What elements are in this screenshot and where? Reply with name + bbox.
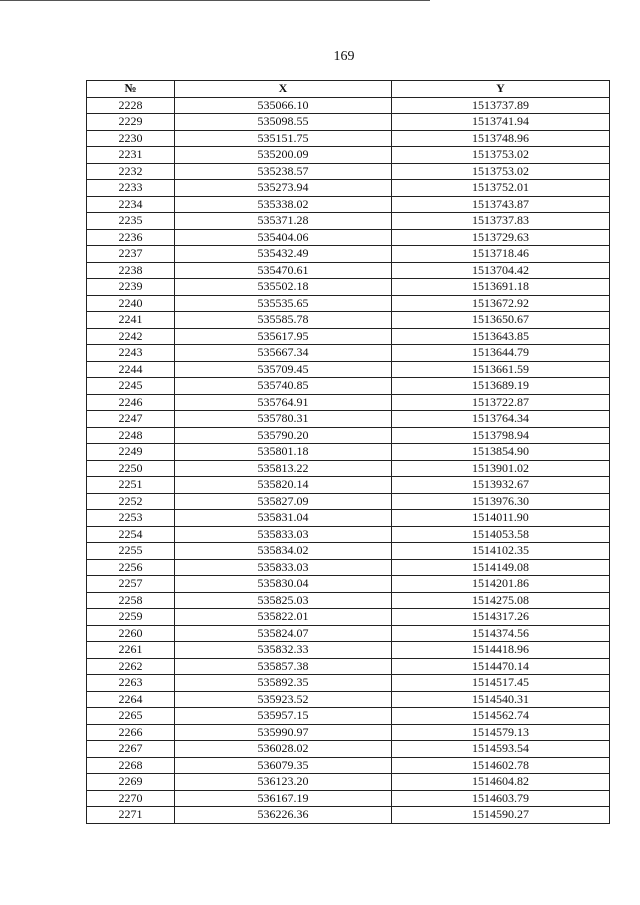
cell-x-coordinate: 536079.35 [175, 757, 392, 774]
top-border-line [0, 0, 430, 1]
cell-y-coordinate: 1513753.02 [392, 147, 610, 164]
table-row [87, 543, 610, 560]
cell-point-number: 2268 [87, 757, 175, 774]
table-row [87, 97, 610, 114]
cell-point-number: 2246 [87, 394, 175, 411]
cell-y-coordinate: 1513704.42 [392, 262, 610, 279]
cell-x-coordinate: 535834.02 [175, 543, 392, 560]
cell-x-coordinate: 535066.10 [175, 97, 392, 114]
column-header-number: № [87, 81, 175, 98]
cell-y-coordinate: 1514590.27 [392, 807, 610, 824]
cell-point-number: 2266 [87, 724, 175, 741]
cell-y-coordinate: 1513729.63 [392, 229, 610, 246]
cell-x-coordinate: 535338.02 [175, 196, 392, 213]
table-row [87, 444, 610, 461]
cell-x-coordinate: 535535.65 [175, 295, 392, 312]
cell-y-coordinate: 1514540.31 [392, 691, 610, 708]
cell-point-number: 2260 [87, 625, 175, 642]
table-row [87, 378, 610, 395]
cell-y-coordinate: 1514317.26 [392, 609, 610, 626]
table-row [87, 460, 610, 477]
cell-y-coordinate: 1514562.74 [392, 708, 610, 725]
cell-x-coordinate: 535740.85 [175, 378, 392, 395]
table-body [87, 97, 610, 823]
table-row [87, 345, 610, 362]
table-row [87, 675, 610, 692]
cell-x-coordinate: 535923.52 [175, 691, 392, 708]
cell-x-coordinate: 535822.01 [175, 609, 392, 626]
cell-point-number: 2232 [87, 163, 175, 180]
cell-x-coordinate: 535238.57 [175, 163, 392, 180]
cell-point-number: 2247 [87, 411, 175, 428]
table-row [87, 609, 610, 626]
table-row [87, 642, 610, 659]
cell-point-number: 2242 [87, 328, 175, 345]
cell-x-coordinate: 535892.35 [175, 675, 392, 692]
cell-x-coordinate: 535667.34 [175, 345, 392, 362]
cell-point-number: 2261 [87, 642, 175, 659]
table-row [87, 262, 610, 279]
cell-x-coordinate: 536167.19 [175, 790, 392, 807]
cell-y-coordinate: 1514053.58 [392, 526, 610, 543]
table-row [87, 130, 610, 147]
cell-point-number: 2237 [87, 246, 175, 263]
cell-point-number: 2249 [87, 444, 175, 461]
cell-x-coordinate: 535833.03 [175, 559, 392, 576]
cell-y-coordinate: 1513932.67 [392, 477, 610, 494]
cell-point-number: 2229 [87, 114, 175, 131]
cell-point-number: 2238 [87, 262, 175, 279]
cell-x-coordinate: 535200.09 [175, 147, 392, 164]
cell-y-coordinate: 1513798.94 [392, 427, 610, 444]
cell-y-coordinate: 1514517.45 [392, 675, 610, 692]
cell-y-coordinate: 1514374.56 [392, 625, 610, 642]
cell-point-number: 2241 [87, 312, 175, 329]
cell-y-coordinate: 1514579.13 [392, 724, 610, 741]
cell-point-number: 2236 [87, 229, 175, 246]
cell-x-coordinate: 535432.49 [175, 246, 392, 263]
cell-x-coordinate: 535470.61 [175, 262, 392, 279]
cell-y-coordinate: 1513743.87 [392, 196, 610, 213]
column-header-x: X [175, 81, 392, 98]
cell-point-number: 2244 [87, 361, 175, 378]
cell-point-number: 2254 [87, 526, 175, 543]
cell-point-number: 2258 [87, 592, 175, 609]
cell-point-number: 2233 [87, 180, 175, 197]
cell-x-coordinate: 535990.97 [175, 724, 392, 741]
cell-y-coordinate: 1513672.92 [392, 295, 610, 312]
cell-x-coordinate: 535371.28 [175, 213, 392, 230]
table-row [87, 163, 610, 180]
cell-point-number: 2251 [87, 477, 175, 494]
cell-x-coordinate: 535827.09 [175, 493, 392, 510]
cell-y-coordinate: 1513691.18 [392, 279, 610, 296]
cell-x-coordinate: 535585.78 [175, 312, 392, 329]
cell-x-coordinate: 535831.04 [175, 510, 392, 527]
cell-y-coordinate: 1513689.19 [392, 378, 610, 395]
table-row [87, 246, 610, 263]
table-row [87, 147, 610, 164]
table-row [87, 510, 610, 527]
cell-x-coordinate: 535957.15 [175, 708, 392, 725]
table-row [87, 691, 610, 708]
cell-x-coordinate: 535780.31 [175, 411, 392, 428]
cell-point-number: 2230 [87, 130, 175, 147]
cell-point-number: 2270 [87, 790, 175, 807]
cell-y-coordinate: 1514275.08 [392, 592, 610, 609]
cell-y-coordinate: 1513854.90 [392, 444, 610, 461]
cell-point-number: 2253 [87, 510, 175, 527]
cell-x-coordinate: 535273.94 [175, 180, 392, 197]
table-row [87, 295, 610, 312]
cell-point-number: 2256 [87, 559, 175, 576]
table-row [87, 213, 610, 230]
cell-point-number: 2248 [87, 427, 175, 444]
cell-point-number: 2234 [87, 196, 175, 213]
cell-x-coordinate: 535764.91 [175, 394, 392, 411]
cell-x-coordinate: 535824.07 [175, 625, 392, 642]
cell-y-coordinate: 1513661.59 [392, 361, 610, 378]
cell-point-number: 2263 [87, 675, 175, 692]
cell-point-number: 2259 [87, 609, 175, 626]
table-row [87, 411, 610, 428]
table-row [87, 196, 610, 213]
cell-point-number: 2257 [87, 576, 175, 593]
cell-point-number: 2262 [87, 658, 175, 675]
cell-y-coordinate: 1513650.67 [392, 312, 610, 329]
table-row [87, 757, 610, 774]
cell-point-number: 2239 [87, 279, 175, 296]
table-row [87, 790, 610, 807]
table-row [87, 427, 610, 444]
cell-y-coordinate: 1513718.46 [392, 246, 610, 263]
cell-x-coordinate: 535404.06 [175, 229, 392, 246]
table-row [87, 724, 610, 741]
table-row [87, 328, 610, 345]
cell-x-coordinate: 535098.55 [175, 114, 392, 131]
cell-y-coordinate: 1513752.01 [392, 180, 610, 197]
cell-x-coordinate: 535151.75 [175, 130, 392, 147]
cell-x-coordinate: 535709.45 [175, 361, 392, 378]
table-row [87, 625, 610, 642]
table-row [87, 493, 610, 510]
cell-x-coordinate: 535830.04 [175, 576, 392, 593]
cell-y-coordinate: 1514418.96 [392, 642, 610, 659]
cell-point-number: 2255 [87, 543, 175, 560]
table-row [87, 361, 610, 378]
cell-y-coordinate: 1514603.79 [392, 790, 610, 807]
table-row [87, 394, 610, 411]
cell-x-coordinate: 536028.02 [175, 741, 392, 758]
cell-y-coordinate: 1514470.14 [392, 658, 610, 675]
cell-y-coordinate: 1514201.86 [392, 576, 610, 593]
page-number: 169 [333, 49, 355, 64]
cell-point-number: 2228 [87, 97, 175, 114]
cell-x-coordinate: 535857.38 [175, 658, 392, 675]
cell-y-coordinate: 1513901.02 [392, 460, 610, 477]
cell-y-coordinate: 1514011.90 [392, 510, 610, 527]
cell-y-coordinate: 1514602.78 [392, 757, 610, 774]
cell-x-coordinate: 535502.18 [175, 279, 392, 296]
cell-y-coordinate: 1513741.94 [392, 114, 610, 131]
table-row [87, 592, 610, 609]
cell-point-number: 2252 [87, 493, 175, 510]
cell-y-coordinate: 1513737.89 [392, 97, 610, 114]
table-row [87, 229, 610, 246]
cell-y-coordinate: 1513764.34 [392, 411, 610, 428]
table-row [87, 708, 610, 725]
cell-x-coordinate: 535833.03 [175, 526, 392, 543]
table-row [87, 114, 610, 131]
cell-y-coordinate: 1514604.82 [392, 774, 610, 791]
cell-point-number: 2235 [87, 213, 175, 230]
cell-x-coordinate: 536226.36 [175, 807, 392, 824]
table-row [87, 180, 610, 197]
cell-point-number: 2265 [87, 708, 175, 725]
cell-x-coordinate: 535820.14 [175, 477, 392, 494]
cell-y-coordinate: 1513644.79 [392, 345, 610, 362]
cell-x-coordinate: 535813.22 [175, 460, 392, 477]
column-header-y: Y [392, 81, 610, 98]
table-row [87, 774, 610, 791]
table-header-row [87, 81, 610, 98]
table-row [87, 279, 610, 296]
cell-x-coordinate: 536123.20 [175, 774, 392, 791]
cell-y-coordinate: 1513722.87 [392, 394, 610, 411]
cell-x-coordinate: 535825.03 [175, 592, 392, 609]
cell-y-coordinate: 1514102.35 [392, 543, 610, 560]
cell-point-number: 2269 [87, 774, 175, 791]
cell-point-number: 2231 [87, 147, 175, 164]
table-row [87, 807, 610, 824]
cell-point-number: 2271 [87, 807, 175, 824]
table-row [87, 741, 610, 758]
cell-point-number: 2250 [87, 460, 175, 477]
table-row [87, 312, 610, 329]
cell-x-coordinate: 535790.20 [175, 427, 392, 444]
cell-y-coordinate: 1513737.83 [392, 213, 610, 230]
table-row [87, 576, 610, 593]
table-row [87, 477, 610, 494]
cell-point-number: 2240 [87, 295, 175, 312]
cell-y-coordinate: 1514593.54 [392, 741, 610, 758]
cell-point-number: 2264 [87, 691, 175, 708]
table-row [87, 658, 610, 675]
cell-y-coordinate: 1513748.96 [392, 130, 610, 147]
cell-y-coordinate: 1514149.08 [392, 559, 610, 576]
cell-point-number: 2243 [87, 345, 175, 362]
cell-point-number: 2267 [87, 741, 175, 758]
cell-y-coordinate: 1513976.30 [392, 493, 610, 510]
table-row [87, 526, 610, 543]
table-row [87, 559, 610, 576]
cell-point-number: 2245 [87, 378, 175, 395]
cell-x-coordinate: 535617.95 [175, 328, 392, 345]
coordinates-table [86, 80, 610, 824]
cell-y-coordinate: 1513643.85 [392, 328, 610, 345]
cell-y-coordinate: 1513753.02 [392, 163, 610, 180]
cell-x-coordinate: 535801.18 [175, 444, 392, 461]
cell-x-coordinate: 535832.33 [175, 642, 392, 659]
